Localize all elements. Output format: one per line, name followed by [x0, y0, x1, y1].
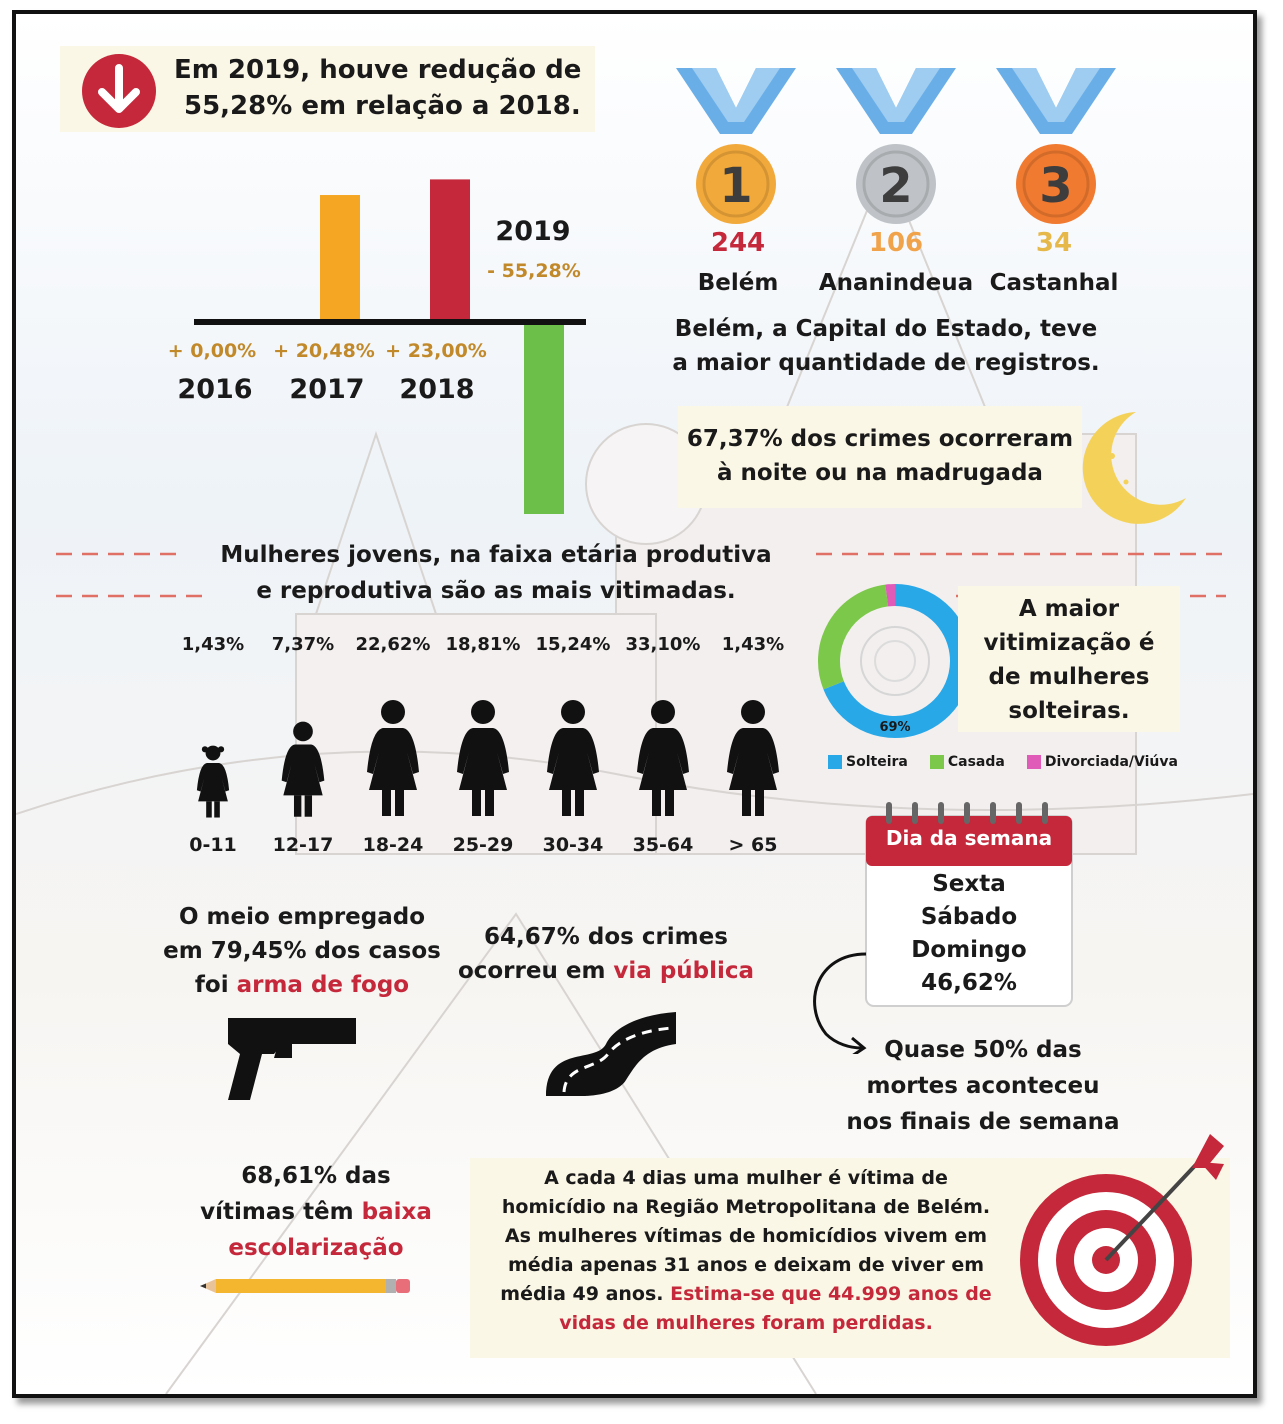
woman-figure-icon	[708, 670, 798, 820]
legend-solteira-swatch	[828, 755, 842, 769]
year-label-2019: 2019	[495, 216, 571, 247]
year-label-2017: 2017	[289, 374, 365, 405]
age-group-label: 25-29	[452, 834, 514, 856]
night-line1: 67,37% dos crimes ocorreram	[686, 426, 1074, 452]
age-group	[528, 634, 618, 864]
age-group	[438, 634, 528, 864]
age-group	[168, 634, 258, 864]
age-group-percentage: 7,37%	[271, 634, 335, 655]
night-text	[678, 422, 1082, 490]
bottom-line5-prefix: média 49 anos.	[500, 1283, 671, 1305]
bottom-text	[486, 1164, 1006, 1338]
pencil-icon	[198, 1276, 414, 1296]
medal-2-icon	[816, 58, 976, 228]
age-group-percentage: 15,24%	[535, 634, 611, 655]
medals-row	[656, 58, 1136, 228]
change-label-2018: + 23,00%	[385, 340, 487, 362]
weapon-line3-prefix: foi	[194, 972, 237, 998]
medal-3-city: Castanhal	[989, 270, 1119, 296]
calendar-line1: Sexta	[932, 871, 1006, 897]
legend-casada-label: Casada	[947, 754, 1005, 770]
marital-line3: de mulheres	[988, 664, 1150, 690]
capital-line2: a maior quantidade de registros.	[672, 350, 1100, 376]
street-text	[456, 920, 756, 988]
target-icon	[1010, 1124, 1230, 1354]
education-text	[166, 1158, 466, 1266]
medal-rank-2: 2	[879, 158, 913, 214]
change-label-2016: + 0,00%	[167, 340, 257, 362]
young-women-line2: e reprodutiva são as mais vitimadas.	[256, 578, 736, 604]
legend-casada	[930, 754, 1005, 770]
change-label-2017: + 20,48%	[273, 340, 375, 362]
legend-divorciada-label: Divorciada/Viúva	[1044, 754, 1178, 770]
weapon-text	[152, 900, 452, 1002]
marital-line2: vitimização é	[983, 630, 1155, 656]
age-group	[618, 634, 708, 864]
bottom-line5	[486, 1280, 1006, 1309]
medal-3-icon	[976, 58, 1136, 228]
education-line3-highlight: escolarização	[228, 1235, 404, 1261]
woman-figure-icon	[528, 670, 618, 820]
young-women-title	[186, 538, 806, 608]
donut-solteira-label: 69%	[879, 720, 911, 735]
legend-divorciada-swatch	[1027, 755, 1041, 769]
arrow-down-icon	[80, 52, 158, 130]
weekend-line2: mortes aconteceu	[866, 1073, 1100, 1099]
medal-1-value: 244	[710, 228, 766, 258]
medal-2-value: 106	[868, 228, 924, 258]
age-group	[708, 634, 798, 864]
age-group-percentage: 22,62%	[355, 634, 431, 655]
marital-line1: A maior	[1018, 596, 1120, 622]
street-line1: 64,67% dos crimes	[484, 924, 728, 950]
year-label-2018: 2018	[399, 374, 475, 405]
bottom-line5-highlight: Estima-se que 44.999 anos de	[670, 1283, 992, 1305]
education-line1: 68,61% das	[241, 1163, 391, 1189]
bottom-line3: As mulheres vítimas de homicídios vivem em	[504, 1225, 988, 1247]
medal-rank-1: 1	[719, 158, 753, 214]
medal-3-value: 34	[1035, 228, 1073, 258]
weapon-line3	[152, 968, 452, 1002]
calendar-body	[866, 868, 1072, 1000]
calendar-line3: Domingo	[911, 937, 1027, 963]
weekend-line3: nos finais de semana	[846, 1109, 1120, 1135]
marital-legend	[828, 754, 1178, 770]
age-groups	[168, 634, 808, 864]
street-line2	[456, 954, 756, 988]
change-label-2019: - 55,28%	[487, 260, 581, 282]
medal-1-city: Belém	[697, 270, 779, 296]
marital-line4: solteiras.	[1008, 698, 1130, 724]
weapon-line3-highlight: arma de fogo	[236, 972, 410, 998]
medal-2	[816, 58, 976, 228]
age-group-percentage: 18,81%	[445, 634, 521, 655]
young-women-line1: Mulheres jovens, na faixa etária produtiva	[220, 542, 772, 568]
headline-line2: 55,28% em relação a 2018.	[184, 91, 581, 121]
road-icon	[536, 1004, 686, 1104]
capital-line1: Belém, a Capital do Estado, teve	[674, 316, 1098, 342]
gun-icon	[222, 1014, 362, 1104]
bar-2019	[524, 322, 564, 514]
weekend-line1: Quase 50% das	[884, 1037, 1082, 1063]
marital-donut-chart	[810, 576, 980, 746]
woman-figure-icon	[258, 670, 348, 820]
bottom-line6-highlight: vidas de mulheres foram perdidas.	[559, 1312, 933, 1334]
infographic-frame	[12, 10, 1257, 1398]
bottom-line1: A cada 4 dias uma mulher é vítima de	[544, 1167, 948, 1189]
night-line2: à noite ou na madrugada	[717, 460, 1043, 486]
calendar-line2: Sábado	[920, 904, 1018, 930]
medal-1	[656, 58, 816, 228]
medal-2-city: Ananindeua	[818, 270, 974, 296]
woman-figure-icon	[438, 670, 528, 820]
street-line2-prefix: ocorreu em	[457, 958, 614, 984]
age-group-label: 35-64	[632, 834, 694, 856]
capital-text	[656, 312, 1116, 380]
moon-icon	[1056, 398, 1196, 538]
woman-figure-icon	[348, 670, 438, 820]
age-group-percentage: 1,43%	[721, 634, 785, 655]
weapon-line1: O meio empregado	[178, 904, 426, 930]
calendar-line4: 46,62%	[921, 970, 1017, 996]
legend-divorciada	[1027, 754, 1178, 770]
age-group-percentage: 33,10%	[625, 634, 701, 655]
age-group-label: > 65	[728, 834, 778, 856]
medal-rank-3: 3	[1039, 158, 1073, 214]
bar-2017	[320, 195, 360, 322]
calendar-header: Dia da semana	[885, 826, 1053, 850]
woman-figure-icon	[618, 670, 708, 820]
marital-text	[958, 592, 1180, 728]
age-group-label: 18-24	[362, 834, 424, 856]
bar-2018	[430, 179, 470, 322]
education-line2	[166, 1194, 466, 1230]
headline-text	[174, 52, 594, 124]
year-label-2016: 2016	[177, 374, 253, 405]
street-line2-highlight: via pública	[613, 958, 755, 984]
education-line2-highlight: baixa	[361, 1199, 432, 1225]
yearly-change-chart	[166, 154, 586, 514]
age-group-label: 30-34	[542, 834, 604, 856]
medal-3	[976, 58, 1136, 228]
medal-1-icon	[656, 58, 816, 228]
age-group-label: 0-11	[189, 834, 237, 856]
age-group	[258, 634, 348, 864]
bottom-line2: homicídio na Região Metropolitana de Belém.	[501, 1196, 991, 1218]
donut-slice-divorciada-vi-va	[887, 595, 895, 596]
legend-casada-swatch	[930, 755, 944, 769]
woman-figure-icon	[168, 670, 258, 820]
age-group-percentage: 1,43%	[181, 634, 245, 655]
headline-line1: Em 2019, houve redução de	[174, 55, 582, 85]
weapon-line2: em 79,45% dos casos	[163, 938, 441, 964]
legend-solteira-label: Solteira	[846, 754, 908, 770]
legend-solteira	[828, 754, 908, 770]
bottom-line4: média apenas 31 anos e deixam de viver em	[507, 1254, 985, 1276]
age-group	[348, 634, 438, 864]
age-group-label: 12-17	[272, 834, 334, 856]
education-line2-prefix: vítimas têm	[200, 1199, 362, 1225]
